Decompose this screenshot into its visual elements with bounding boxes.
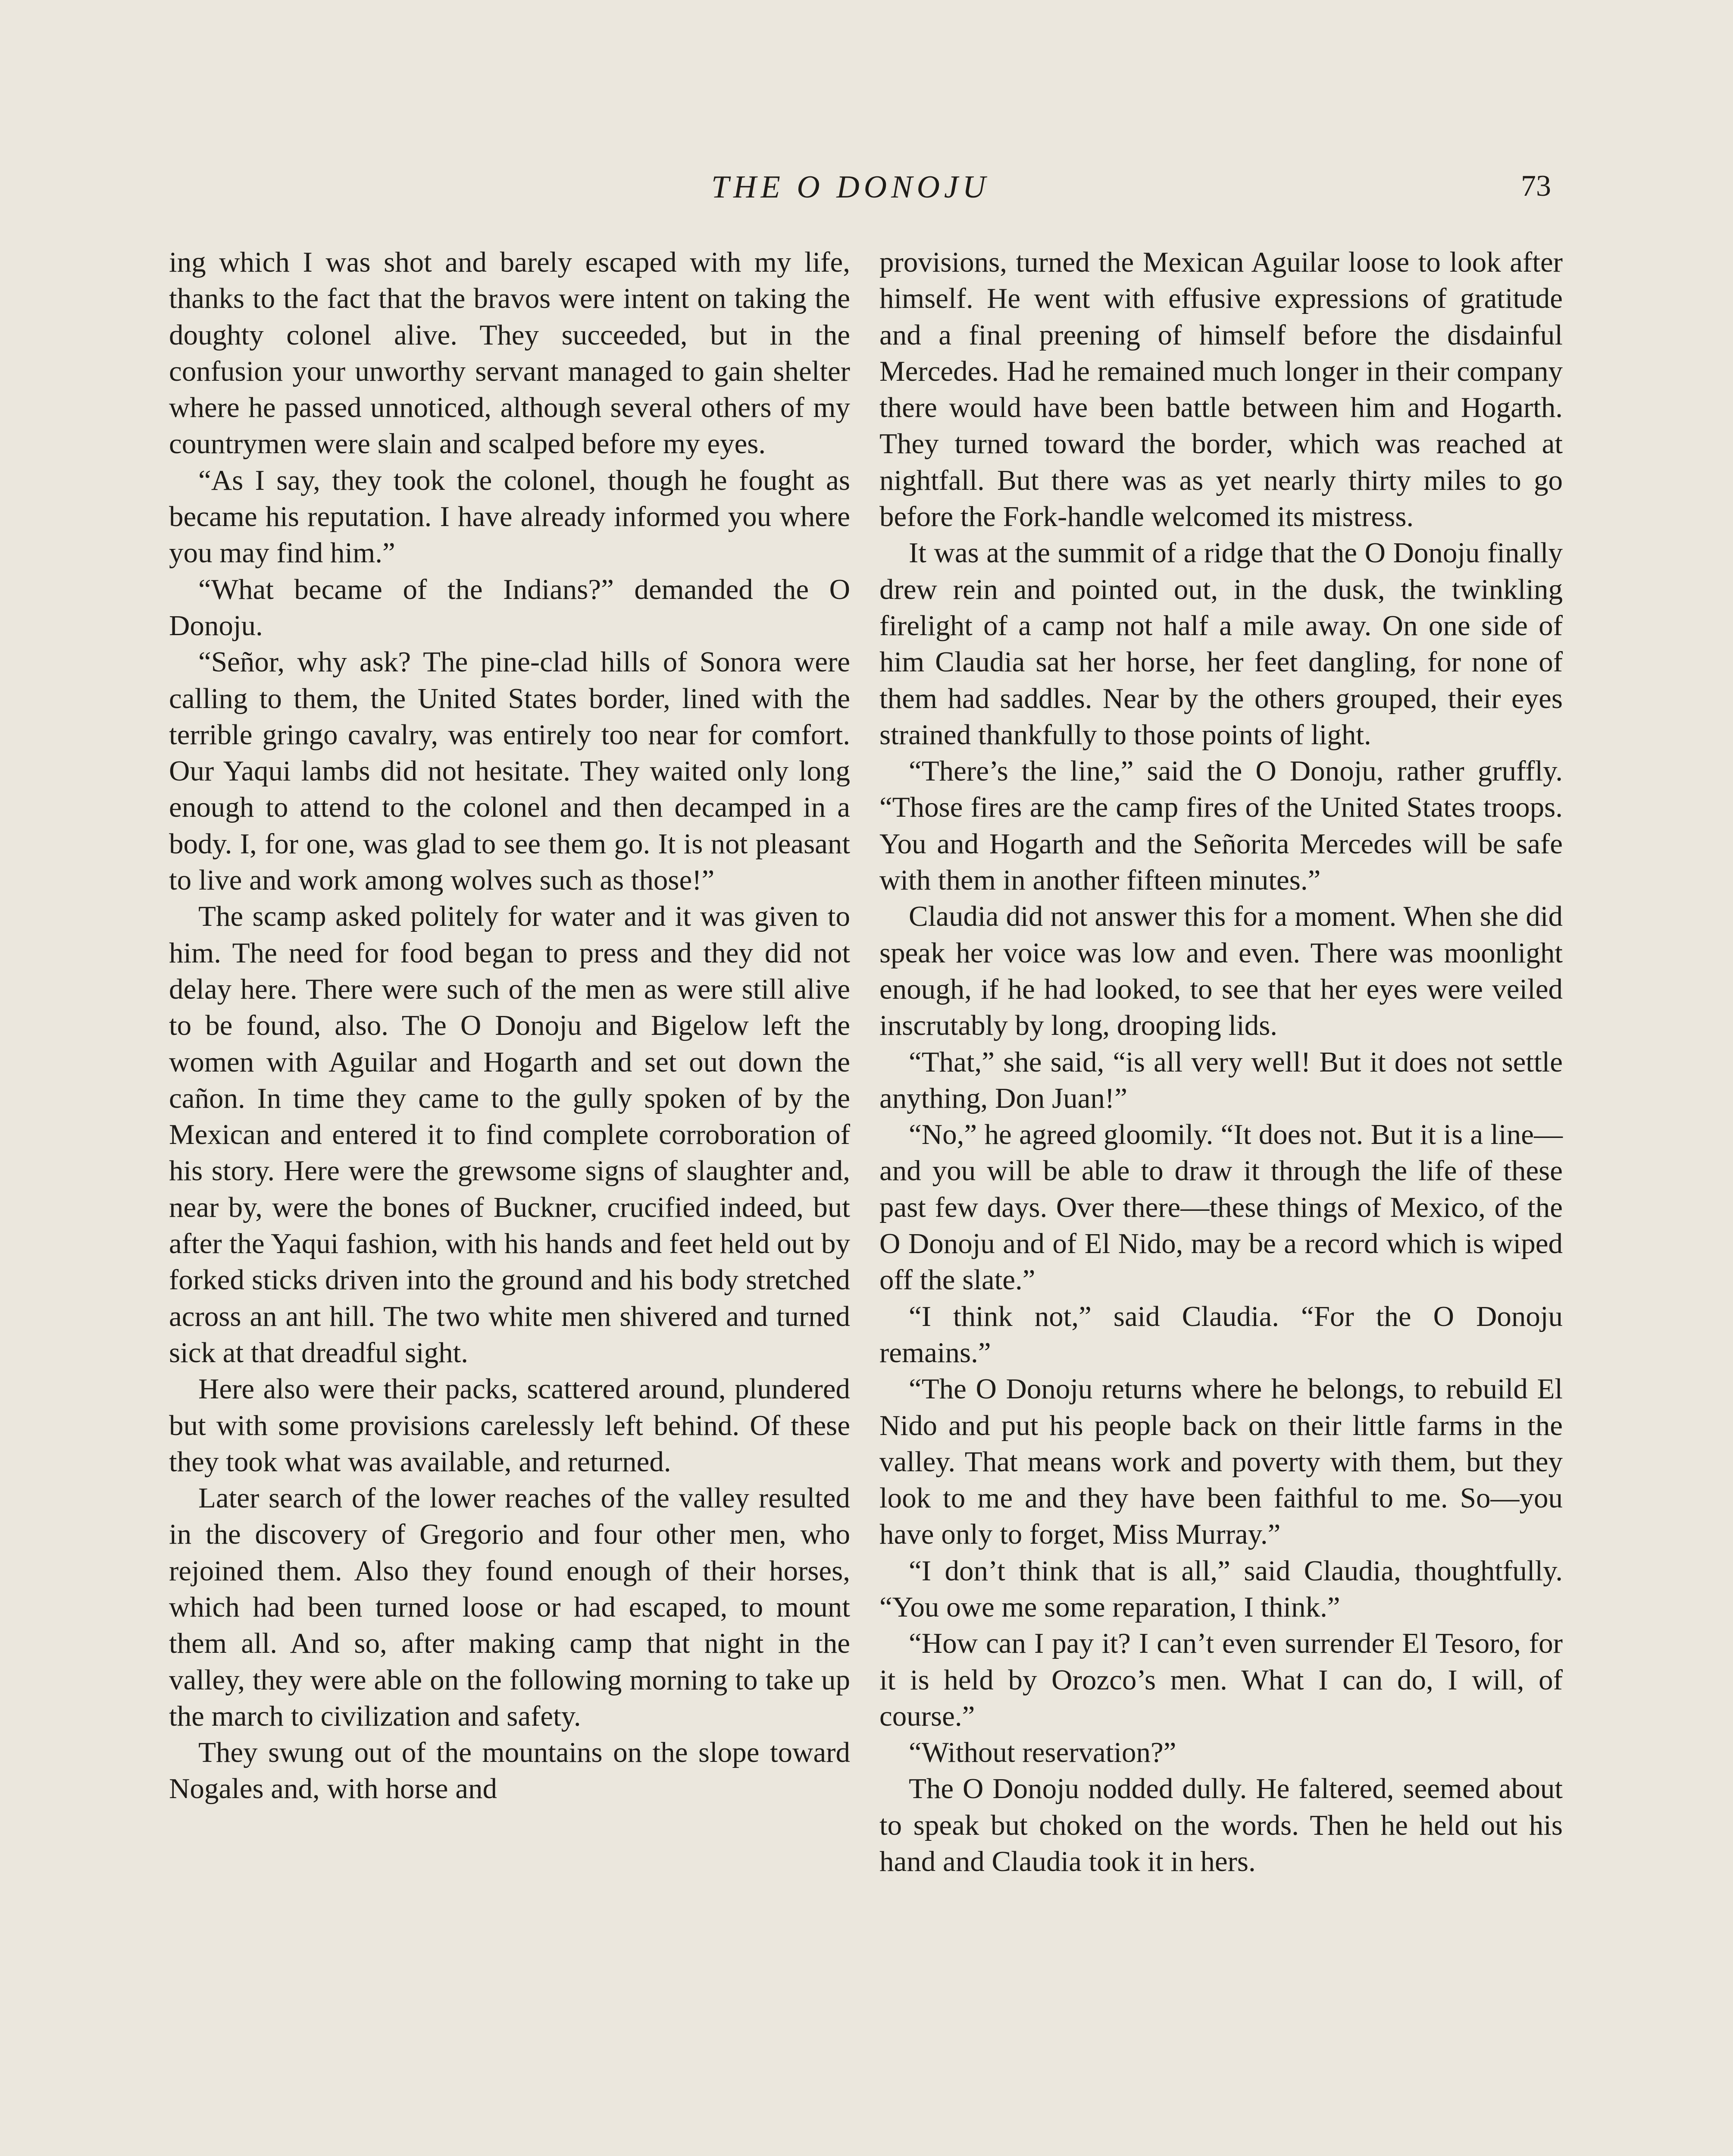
paragraph: The scamp asked politely for water and it was given to him. The need for food began to press and they did not delay here. There were such of the men as were still alive to be found, also. The O Donoju and Bigelow left the women with Aguilar and Hogarth and set out down the cañon. In time they came to the gully spoken of by the Mexican and entered it to find complete corroboration of his story. Here were the grewsome signs of slaughter and, near by, were the bones of Buckner, crucified indeed, but after the Yaqui fashion, with his hands and feet held out by forked sticks driven into the ground and his body stretched across an ant hill. The two white men shivered and turned sick at that dreadful sight. xyxy=(169,900,850,1369)
paragraph: “How can I pay it? I can’t even surrender El Tesoro, for it is held by Orozco’s men. What I can do, I will, of course.” xyxy=(879,1627,1563,1732)
paragraph: They swung out of the mountains on the slope toward Nogales and, with horse and xyxy=(169,1736,850,1805)
page-number: 73 xyxy=(1521,169,1551,203)
paragraph: “The O Donoju returns where he belongs, to rebuild El Nido and put his people back on their little farms in the valley. That means work and poverty with them, but they look to me and they have been faithful to me. So—you have only to forget, Miss Murray.” xyxy=(879,1373,1563,1551)
paragraph: Here also were their packs, scattered around, plundered but with some provisions carelessly left behind. Of these they took what was available, and returned. xyxy=(169,1373,850,1478)
paragraph: Claudia did not answer this for a moment. When she did speak her voice was low and even. There was moonlight enough, if he had looked, to see that her eyes were veiled inscrutably by long, drooping lids. xyxy=(879,900,1563,1042)
left-column xyxy=(169,244,850,1807)
paragraph: “Without reservation?” xyxy=(909,1736,1176,1769)
running-header xyxy=(0,169,1733,208)
paragraph: It was at the summit of a ridge that the O Donoju finally drew rein and pointed out, in the dusk, the twinkling firelight of a camp not half a mile away. On one side of him Claudia sat her horse, her feet dangling, for none of them had saddles. Near by the others grouped, their eyes strained thankfully to those points of light. xyxy=(879,537,1563,751)
paragraph: provisions, turned the Mexican Aguilar loose to look after himself. He went with effusive expressions of gratitude and a final preening of himself before the disdainful Mercedes. Had he remained much longer in their company there would have been battle between him and Hogarth. They turned toward the border, which was reached at nightfall. But there was as yet nearly thirty miles to go before the Fork-handle welcomed its mistress. xyxy=(879,246,1563,533)
paragraph: “As I say, they took the colonel, though he fought as became his reputation. I have already informed you where you may find him.” xyxy=(169,464,850,569)
paragraph: “There’s the line,” said the O Donoju, rather gruffly. “Those fires are the camp fires of the United States troops. You and Hogarth and the Señorita Mercedes will be safe with them in another fifteen minutes.” xyxy=(879,755,1563,896)
paragraph: “That,” she said, “is all very well! But it does not settle anything, Don Juan!” xyxy=(879,1046,1563,1114)
paragraph: “I think not,” said Claudia. “For the O Donoju remains.” xyxy=(879,1300,1563,1369)
paragraph: “What became of the Indians?” demanded the O Donoju. xyxy=(169,573,850,642)
paragraph: “No,” he agreed gloomily. “It does not. But it is a line—and you will be able to draw it through the life of these past few days. Over there—these things of Mexico, of the O Donoju and of El Nido, may be a record which is wiped off the slate.” xyxy=(879,1119,1563,1296)
paragraph: “I don’t think that is all,” said Claudia, thoughtfully. “You owe me some reparation, I think.” xyxy=(879,1554,1563,1623)
running-title: THE O DONOJU xyxy=(711,169,990,205)
right-column xyxy=(879,244,1563,1880)
paragraph: ing which I was shot and barely escaped with my life, thanks to the fact that the bravos were intent on taking the doughty colonel alive. They succeeded, but in the confusion your unworthy servant managed to gain shelter where he passed unnoticed, although several others of my countrymen were slain and scalped before my eyes. xyxy=(169,246,850,460)
paragraph: “Señor, why ask? The pine-clad hills of Sonora were calling to them, the United States border, lined with the terrible gringo cavalry, was entirely too near for comfort. Our Yaqui lambs did not hesitate. They waited only long enough to attend to the colonel and then decamped in a body. I, for one, was glad to see them go. It is not pleasant to live and work among wolves such as those!” xyxy=(169,646,850,896)
paragraph: The O Donoju nodded dully. He faltered, seemed about to speak but choked on the words. Then he held out his hand and Claudia took it in hers. xyxy=(879,1773,1563,1878)
paragraph: Later search of the lower reaches of the valley resulted in the discovery of Gregorio and four other men, who rejoined them. Also they found enough of their horses, which had been turned loose or had escaped, to mount them all. And so, after making camp that night in the valley, they were able on the following morning to take up the march to civilization and safety. xyxy=(169,1482,850,1732)
